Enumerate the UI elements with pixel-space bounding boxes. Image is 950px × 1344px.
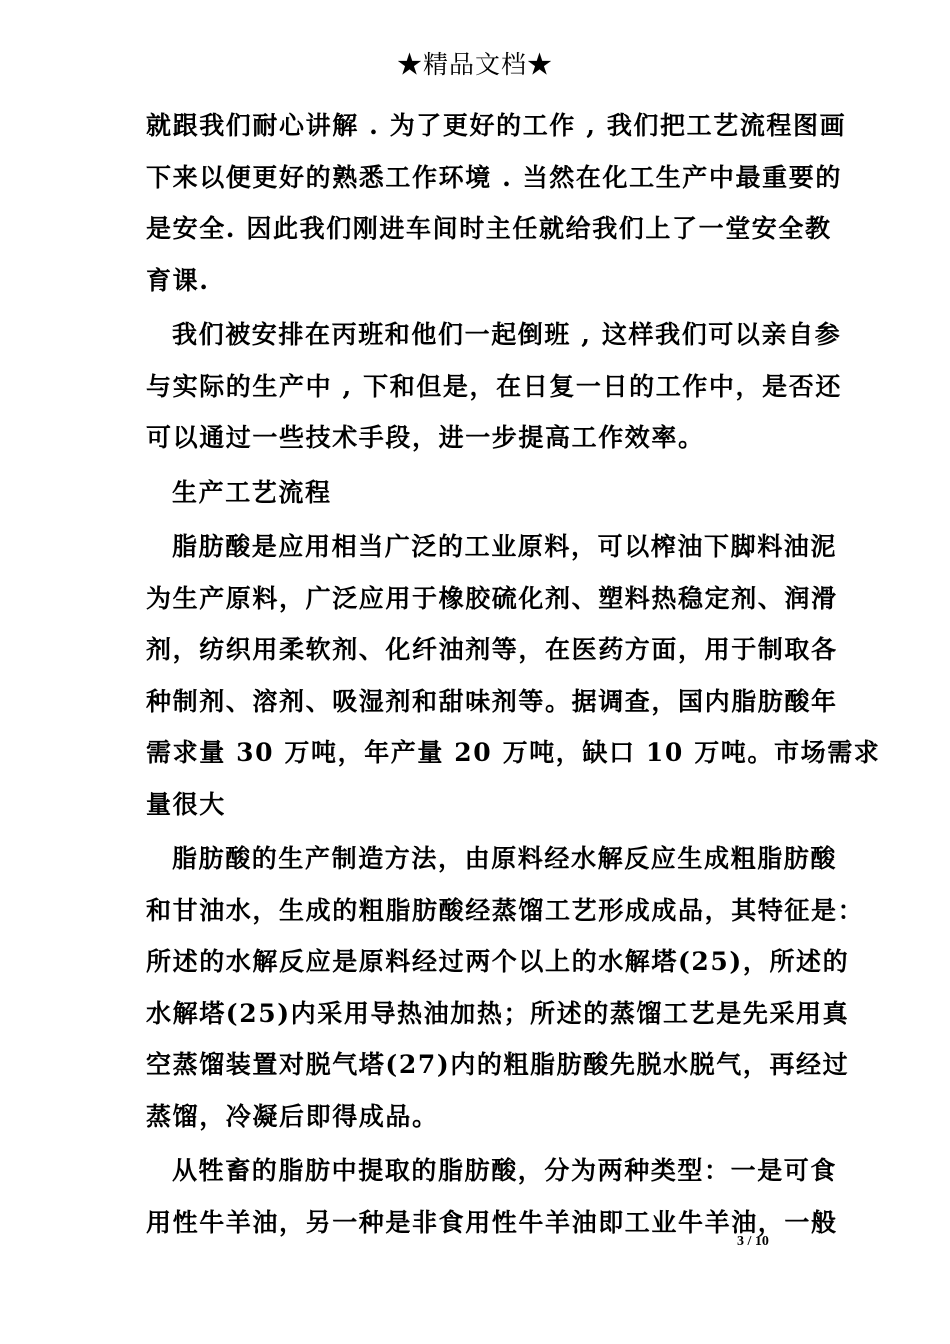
text-line: 生产工艺流程 <box>172 477 332 507</box>
text-line: 所述的水解反应是原料经过两个以上的水解塔(25)，所述的 <box>146 947 850 976</box>
paragraph <box>146 521 881 830</box>
text-line: 脂肪酸的生产制造方法，由原料经水解反应生成粗脂肪酸 <box>172 844 838 873</box>
paragraph <box>146 100 847 306</box>
paragraph <box>146 1145 838 1248</box>
text-line: 我们被安排在丙班和他们一起倒班 , 这样我们可以亲自参 <box>172 320 842 349</box>
text-line: 是安全. 因此我们刚进车间时主任就给我们上了一堂安全教 <box>146 214 832 243</box>
text-line: 水解塔(25)内采用导热油加热；所述的蒸馏工艺是先采用真 <box>146 998 850 1028</box>
text-line: 用性牛羊油，另一种是非食用性牛羊油即工业牛羊油，一般 <box>146 1207 838 1237</box>
paragraph <box>146 467 808 519</box>
text-line: 脂肪酸是应用相当广泛的工业原料，可以榨油下脚料油泥 <box>172 532 838 561</box>
text-line: 需求量 30 万吨，年产量 20 万吨，缺口 10 万吨。市场需求 <box>146 738 881 767</box>
page-header: ★精品文档★ <box>396 50 553 79</box>
text-line: 空蒸馏装置对脱气塔(27)内的粗脂肪酸先脱水脱气，再经过 <box>146 1050 850 1079</box>
text-line: 剂，纺织用柔软剂、化纤油剂等，在医药方面，用于制取各 <box>146 635 838 664</box>
page-number: 3 / 10 <box>737 1234 769 1249</box>
text-line: 从牲畜的脂肪中提取的脂肪酸，分为两种类型：一是可食 <box>172 1156 838 1185</box>
document-body <box>146 100 881 1248</box>
text-line: 就跟我们耐心讲解 . 为了更好的工作 , 我们把工艺流程图画 <box>146 111 847 140</box>
text-line: 与实际的生产中 , 下和但是，在日复一日的工作中，是否还 <box>146 371 842 401</box>
text-line: 种制剂、溶剂、吸湿剂和甜味剂等。据调查，国内脂肪酸年 <box>146 686 838 716</box>
paragraph <box>146 309 842 464</box>
text-line: 和甘油水，生成的粗脂肪酸经蒸馏工艺形成成品，其特征是： <box>146 895 865 925</box>
text-line: 育课. <box>146 265 210 295</box>
text-line: 可以通过一些技术手段，进一步提高工作效率。 <box>146 423 705 452</box>
text-line: 为生产原料，广泛应用于橡胶硫化剂、塑料热稳定剂、润滑 <box>146 583 838 613</box>
paragraph <box>146 833 865 1142</box>
text-line: 量很大 <box>146 789 226 819</box>
text-line: 下来以便更好的熟悉工作环境 . 当然在化工生产中最重要的 <box>146 162 842 192</box>
text-line: 蒸馏，冷凝后即得成品。 <box>146 1101 439 1131</box>
